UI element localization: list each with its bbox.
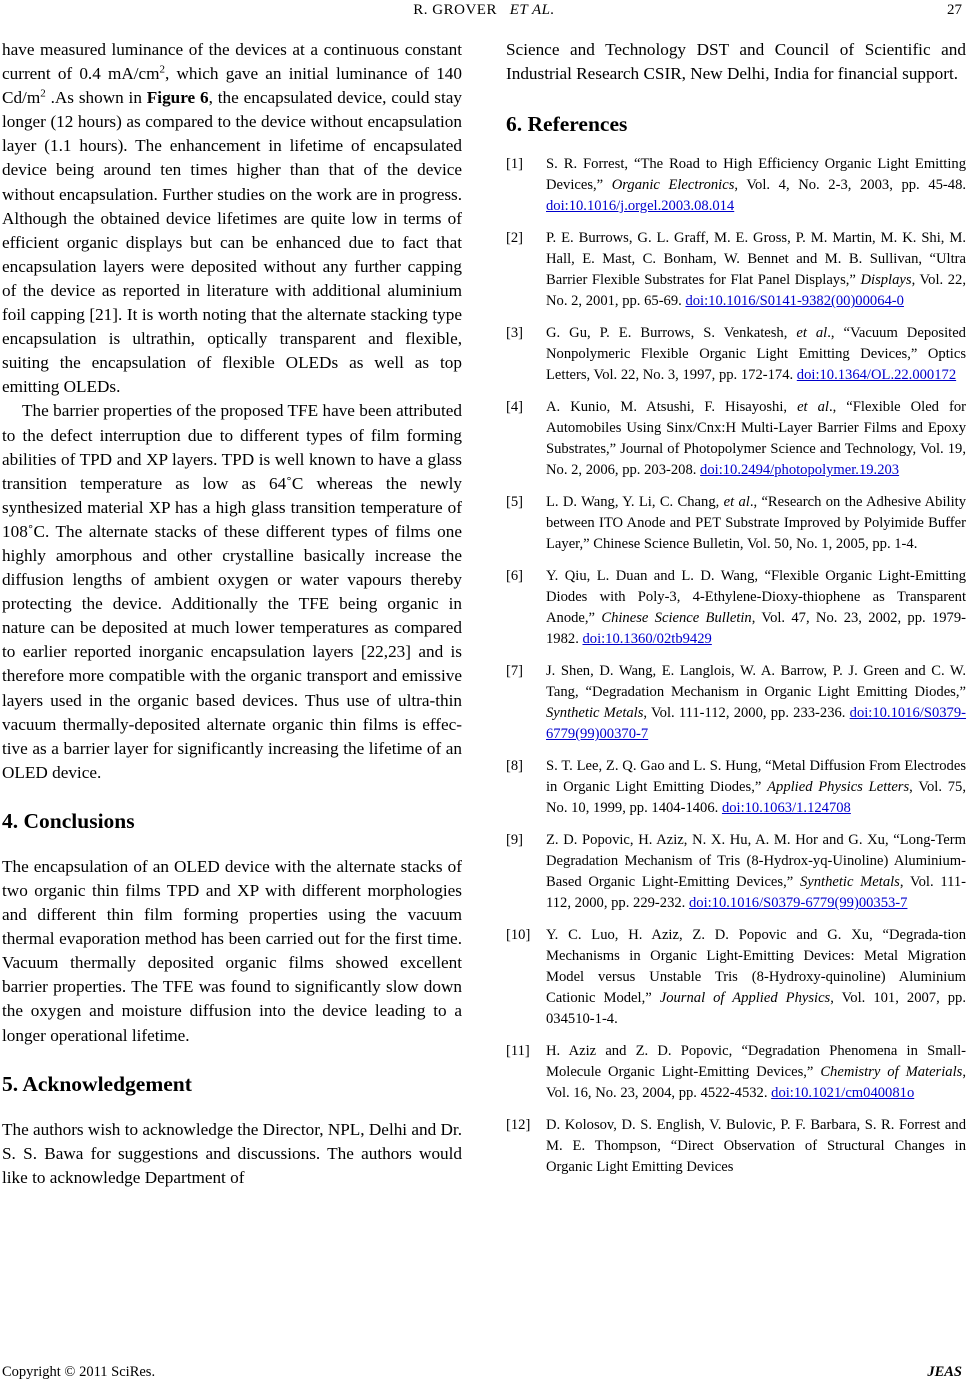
paragraph-conclusions: The encapsulation of an OLED device with the alternate stacks of two organic thin films TPD and XP with different morphologies and different thin film forming properties using the vacuum thermal evaporation method has been carried out for the first time. Vacuum thermally deposited organic films showed excellent barrier properties. The TFE was found to significantly slow down the oxygen and moisture diffusion into the device leading to a longer operational lifetime.	[2, 856, 462, 1045]
reference-journal: Synthetic Metals	[799, 874, 900, 891]
reference-number: [4]	[506, 399, 524, 416]
reference-number: [1]	[506, 156, 524, 173]
reference-doi-link[interactable]: doi:10.1021/cm040081o	[771, 1085, 915, 1102]
reference-item	[506, 756, 966, 819]
reference-text: L. D. Wang, Y. Li, C. Chang,	[546, 494, 724, 511]
reference-journal: et al	[723, 494, 750, 511]
reference-item	[506, 492, 966, 555]
paragraph-acknowledgement-cont: Science and Technology DST and Council of Scientific and Industrial Research CSIR, New Delhi, India for financial support.	[506, 40, 966, 84]
reference-text: G. Gu, P. E. Burrows, S. Venkatesh,	[546, 325, 797, 342]
reference-number: [8]	[506, 758, 524, 775]
reference-journal: Organic Electronics	[611, 177, 735, 194]
reference-number: [9]	[506, 832, 524, 849]
reference-details: , Vol. 16, No. 23, 2004, pp. 4522-4532.	[546, 1064, 966, 1102]
reference-item	[506, 830, 966, 914]
running-head	[0, 2, 968, 19]
reference-number: [11]	[506, 1043, 530, 1060]
heading-references: 6. References	[506, 112, 628, 137]
reference-journal: Synthetic Metals	[546, 705, 644, 722]
reference-doi-link[interactable]: doi:10.1364/OL.22.000172	[796, 367, 957, 384]
reference-number: [10]	[506, 927, 531, 944]
reference-details: , Vol. 22, No. 2, 2001, pp. 65-69.	[546, 272, 966, 310]
header-authors: R. GROVER	[413, 2, 497, 18]
reference-details: , Vol. 111-112, 2000, pp. 233-236.	[643, 705, 850, 722]
heading-acknowledgement: 5. Acknowledgement	[2, 1071, 192, 1096]
reference-number: [6]	[506, 568, 524, 585]
reference-text: Y. C. Luo, H. Aziz, Z. D. Popovic and G. Xu, “Degrada-tion Mechanisms in Organic Light-Emitting Devices: Metal Migration Model versus Unstable Tris (8-Hydroxy-quinoline) Aluminium Cationic Model,”	[546, 927, 966, 1007]
reference-item	[506, 661, 966, 745]
reference-item	[506, 228, 966, 312]
reference-details: , Vol. 101, 2007, pp. 034510-1-4.	[546, 990, 966, 1028]
reference-details: , Vol. 111-112, 2000, pp. 229-232.	[546, 874, 966, 912]
figure-reference: Figure 6	[146, 88, 209, 108]
reference-item	[506, 154, 966, 217]
reference-number: [12]	[506, 1117, 531, 1134]
reference-text: Y. Qiu, L. Duan and L. D. Wang, “Flexible Organic Light-Emitting Diodes with Poly-3, 4-Ethylene-Dioxy-thiophene as Transparent Anode,”	[546, 568, 966, 627]
reference-details: ., “Flexible Oled for Automobiles Using Sinx/Cnx:H Multi-Layer Barrier Films and Epoxy Substrates,” Journal of Photopolymer Science and Technology, Vol. 19, No. 2, 2006, pp. 203-208.	[546, 399, 967, 479]
text-run: .As shown in	[45, 88, 147, 108]
reference-details: ., “Research on the Adhesive Ability between ITO Anode and PET Substrate Improved by Polyimide Buffer Layer,” Chinese Science Bulletin, Vol. 50, No. 1, 2005, pp. 1-4.	[546, 494, 966, 553]
text-run: have measured luminance of the devices at a continuous constant current of 0.4 mA/cm	[2, 40, 462, 84]
reference-item	[506, 1041, 966, 1104]
page-number: 27	[947, 2, 962, 18]
reference-journal: Chemistry of Materials	[820, 1064, 963, 1081]
reference-text: S. R. Forrest, “The Road to High Efficiency Organic Light Emitting Devices,”	[546, 156, 966, 194]
copyright: Copyright © 2011 SciRes.	[2, 1364, 156, 1380]
page-header	[0, 2, 968, 26]
paragraph-lifetime	[2, 38, 462, 399]
superscript: 2	[159, 63, 166, 76]
reference-text: J. Shen, D. Wang, E. Langlois, W. A. Barrow, P. J. Green and C. W. Tang, “Degradation Mechanism in Organic Light Emitting Diodes,”	[546, 663, 966, 701]
reference-number: [7]	[506, 663, 524, 680]
journal-abbrev: JEAS	[927, 1364, 962, 1380]
text-run: , which gave an initial luminance of 140 Cd/m	[2, 64, 462, 108]
left-column	[2, 38, 462, 1190]
reference-doi-link[interactable]: doi:10.1016/S0379-6779(99)00370-7	[546, 705, 966, 743]
reference-doi-link[interactable]: doi:10.1063/1.124708	[721, 800, 851, 817]
reference-details: , Vol. 47, No. 23, 2002, pp. 1979-1982.	[546, 610, 966, 648]
reference-details: , Vol. 4, No. 2-3, 2003, pp. 45-48.	[734, 177, 967, 194]
reference-journal: Applied Physics Letters	[767, 779, 910, 796]
reference-doi-link[interactable]: doi:10.1016/S0141-9382(00)00064-0	[685, 293, 904, 310]
reference-doi-link[interactable]: doi:10.2494/photopolymer.19.203	[700, 462, 900, 479]
reference-item	[506, 323, 966, 386]
reference-doi-link[interactable]: doi:10.1016/S0379-6779(99)00353-7	[688, 895, 908, 912]
reference-item	[506, 925, 966, 1030]
reference-item	[506, 1115, 966, 1178]
reference-journal: Displays	[860, 272, 912, 289]
text-run: , the encapsulated device, could stay longer (12 hours) as compared to the device without encapsulation layer (1.1 hours). The enhancement in lifetime of encapsulated device being around ten times higher than that of the device without encapsulation. Further studies on the work are in progress. Although the obtained device lifetimes are quite low in terms of efficient organic displays but can be enhanced due to fact that encapsulation layers were deposited without any further capping of the device as reported in literature with additional aluminium foil capping [21]. It is worth noting that the alternate stacking type encapsulation is ultrathin, optically transparent and flexible, suiting the encapsulation of flexible OLEDs as well as top emitting OLEDs.	[2, 88, 462, 397]
reference-journal: et al	[796, 325, 828, 342]
reference-details: , Vol. 75, No. 10, 1999, pp. 1404-1406.	[546, 779, 966, 817]
reference-journal: Journal of Applied Physics	[659, 990, 831, 1007]
paragraph-barrier: The barrier properties of the proposed TFE have been attributed to the defect interruption due to different types of film forming abilities of TPD and XP layers. TPD is well known to have a glass transition temperature as low as 64˚C whereas the newly synthesized material XP has a high glass transition temperature of 108˚C. The alternate stacks of these different types of films one highly amorphous and other crystalline basically increase the diffusion lengths of ambient oxygen or water vapours thereby protecting the device. Additionally the TFE being organic in nature can be deposited at much lower temperatures as compared to earlier reported inorganic encapsulation layers [22,23] and is therefore more compatible with the organic transport and emissive layers used in the organic based devices. Thus use of ultra-thin vacuum thermally-deposited alternate organic thin films is effective as a barrier layer for significantly increasing the lifetime of an OLED device.	[2, 401, 462, 782]
reference-details: ., “Vacuum Deposited Nonpolymeric Flexible Organic Light Emitting Devices,” Optics Letters, Vol. 22, No. 3, 1997, pp. 172-174.	[546, 325, 966, 384]
paragraph-acknowledgement: The authors wish to acknowledge the Director, NPL, Delhi and Dr. S. S. Bawa for suggestions and discussions. The authors would like to acknowledge Department of	[2, 1119, 462, 1187]
superscript: 2	[40, 87, 46, 100]
reference-text: A. Kunio, M. Atsushi, F. Hisayoshi,	[546, 399, 798, 416]
reference-text: S. T. Lee, Z. Q. Gao and L. S. Hung, “Metal Diffusion From Electrodes in Organic Light Emitting Diodes,”	[546, 758, 966, 796]
reference-text: H. Aziz and Z. D. Popovic, “Degradation Phenomena in Small-Molecule Organic Light-Emitting Devices,”	[546, 1043, 966, 1081]
reference-journal: Chinese Science Bulletin	[601, 610, 752, 627]
reference-item	[506, 566, 966, 650]
reference-journal: et al	[797, 399, 829, 416]
reference-doi-link[interactable]: doi:10.1016/j.orgel.2003.08.014	[546, 198, 735, 215]
right-column	[506, 38, 966, 1189]
reference-number: [3]	[506, 325, 524, 342]
reference-list	[506, 154, 966, 1178]
header-etal: ET AL.	[509, 2, 555, 18]
reference-item	[506, 397, 966, 481]
reference-number: [5]	[506, 494, 524, 511]
reference-text: P. E. Burrows, G. L. Graff, M. E. Gross, P. M. Martin, M. K. Shi, M. Hall, E. Mast, C. Bonham, W. Bennet and M. B. Sullivan, “Ultra Barrier Flexible Substrates for Flat Panel Displays,”	[546, 230, 966, 289]
reference-doi-link[interactable]: doi:10.1360/02tb9429	[582, 631, 712, 648]
reference-number: [2]	[506, 230, 524, 247]
heading-conclusions: 4. Conclusions	[2, 808, 135, 833]
reference-text: Z. D. Popovic, H. Aziz, N. X. Hu, A. M. Hor and G. Xu, “Long-Term Degradation Mechanism of Tris (8-Hydrox-yq-Uinoline) Aluminium-Based Organic Light-Emitting Devices,”	[546, 832, 966, 891]
reference-text: D. Kolosov, D. S. English, V. Bulovic, P. F. Barbara, S. R. Forrest and M. E. Thompson, “Direct Observation of Structural Changes in Organic Light Emitting Devices	[546, 1117, 966, 1176]
